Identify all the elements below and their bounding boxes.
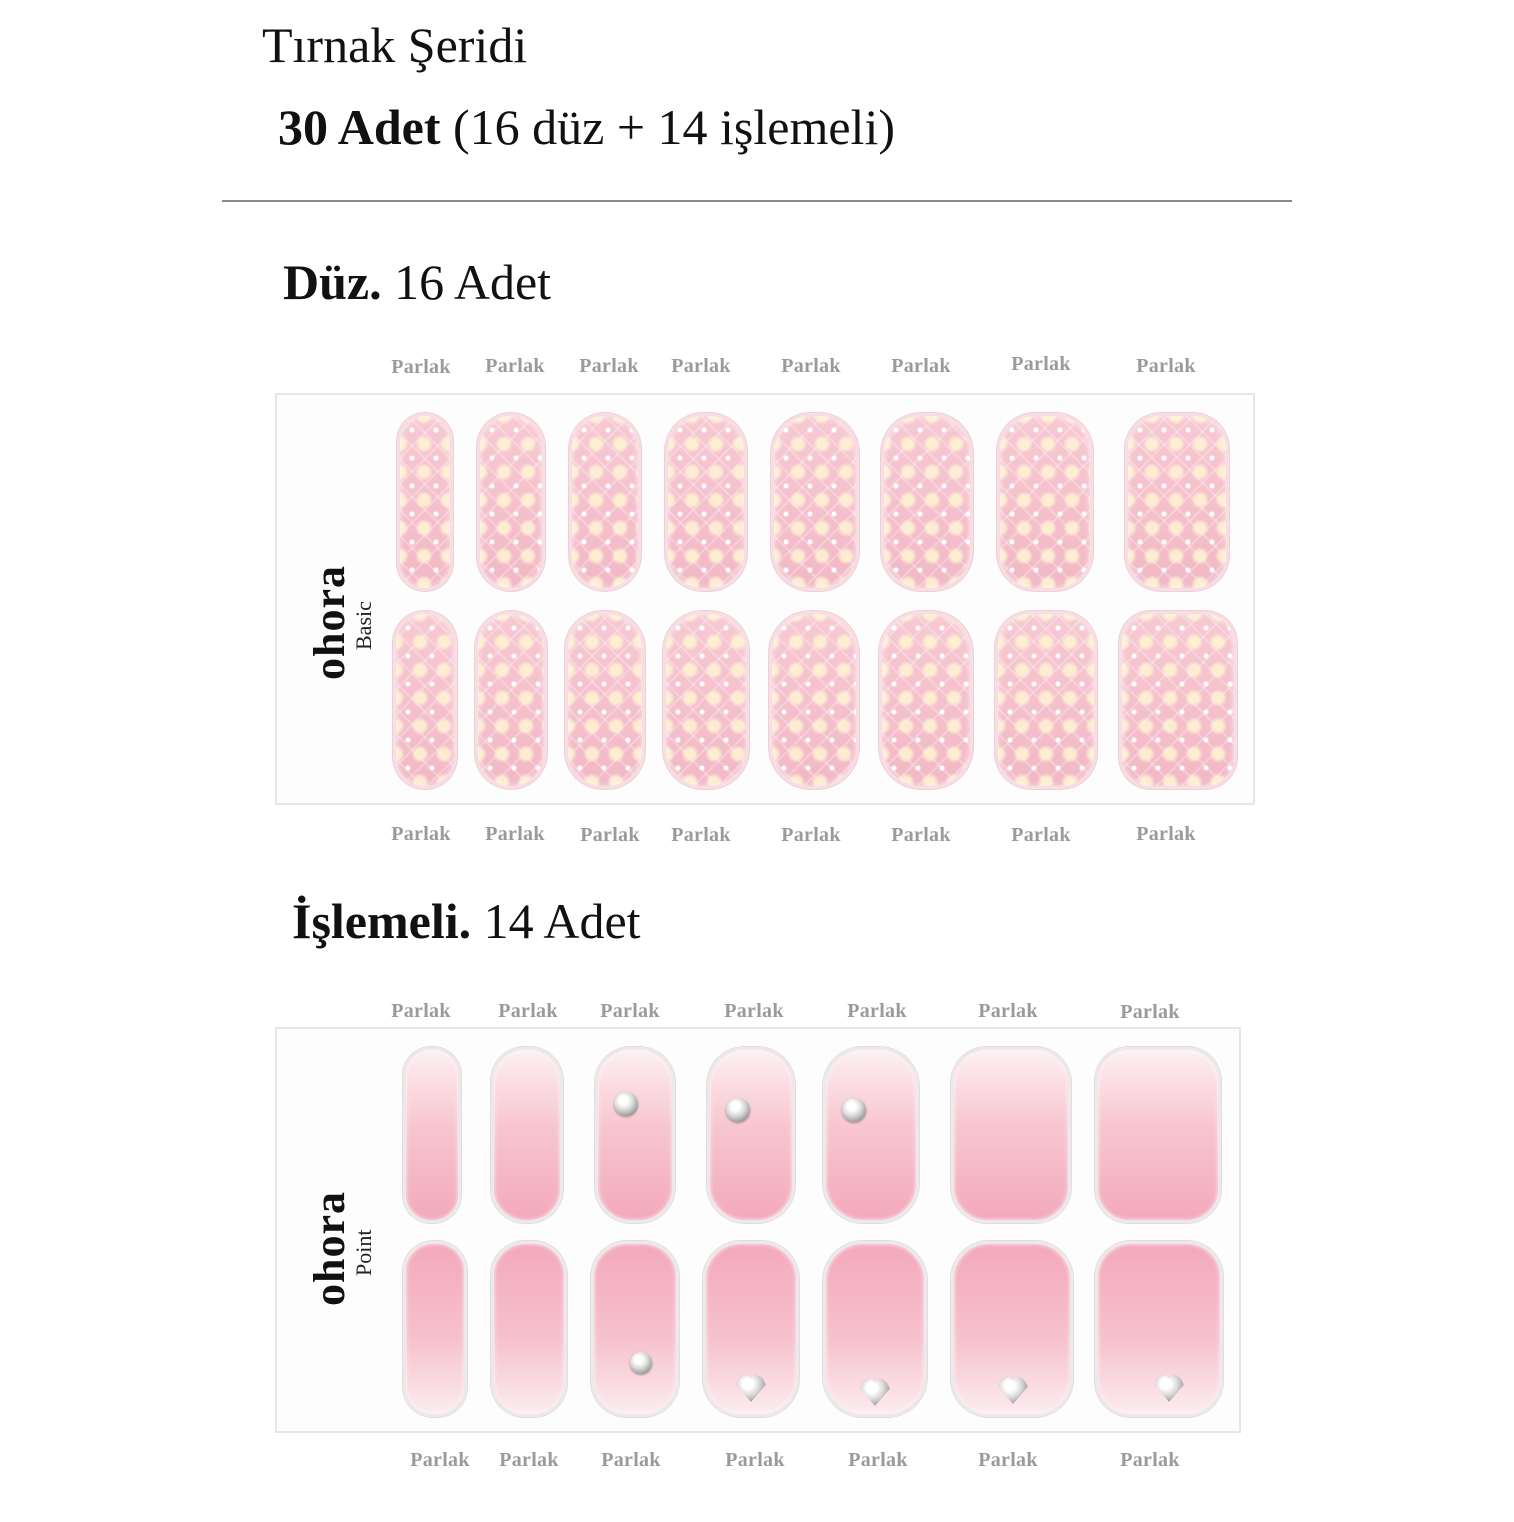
nail-strip[interactable] bbox=[475, 611, 547, 789]
piece-count-total: 30 Adet bbox=[278, 99, 441, 155]
basic-heading-label: Düz. bbox=[283, 254, 382, 310]
nail-strip[interactable] bbox=[881, 413, 973, 591]
basic-section-heading bbox=[283, 251, 551, 313]
finish-label: Parlak bbox=[499, 1449, 559, 1471]
finish-label: Parlak bbox=[1011, 353, 1071, 375]
nail-strip[interactable] bbox=[397, 413, 453, 591]
nail-strip[interactable] bbox=[565, 611, 645, 789]
finish-label: Parlak bbox=[391, 823, 451, 845]
finish-label: Parlak bbox=[391, 356, 451, 378]
finish-label: Parlak bbox=[671, 355, 731, 377]
nail-strip[interactable] bbox=[663, 611, 749, 789]
finish-label: Parlak bbox=[498, 1000, 558, 1022]
piece-count-detail: (16 düz + 14 işlemeli) bbox=[440, 99, 895, 155]
finish-label: Parlak bbox=[579, 355, 639, 377]
nail-strip[interactable] bbox=[879, 611, 973, 789]
finish-label: Parlak bbox=[724, 1000, 784, 1022]
nail-strip[interactable] bbox=[1125, 413, 1229, 591]
brand-mark bbox=[305, 530, 376, 680]
finish-label: Parlak bbox=[891, 824, 951, 846]
finish-label: Parlak bbox=[391, 1000, 451, 1022]
nail-strip[interactable] bbox=[665, 413, 747, 591]
nail-strip[interactable] bbox=[995, 611, 1097, 789]
crystal-gem-icon bbox=[842, 1098, 866, 1122]
finish-label: Parlak bbox=[781, 824, 841, 846]
nail-strip[interactable] bbox=[403, 1047, 461, 1223]
finish-label: Parlak bbox=[1120, 1449, 1180, 1471]
finish-label: Parlak bbox=[1120, 1001, 1180, 1023]
brand-name: ohora bbox=[305, 565, 354, 680]
nail-strip[interactable] bbox=[997, 413, 1093, 591]
nail-strip[interactable] bbox=[1095, 1047, 1221, 1223]
nail-strip[interactable] bbox=[491, 1047, 563, 1223]
heart-gem-icon bbox=[860, 1378, 890, 1406]
nail-strip-with-gem[interactable] bbox=[703, 1241, 799, 1417]
finish-label: Parlak bbox=[978, 1449, 1038, 1471]
point-heading-count: 14 Adet bbox=[471, 893, 641, 949]
divider bbox=[222, 200, 1292, 202]
finish-label: Parlak bbox=[1011, 824, 1071, 846]
nail-strip[interactable] bbox=[769, 611, 859, 789]
point-heading-label: İşlemeli. bbox=[292, 893, 472, 949]
finish-label: Parlak bbox=[848, 1449, 908, 1471]
brand-name: ohora bbox=[305, 1191, 354, 1306]
brand-line: Point bbox=[351, 1229, 376, 1276]
nail-strip-with-gem[interactable] bbox=[823, 1241, 927, 1417]
heart-gem-icon bbox=[736, 1374, 766, 1402]
finish-label: Parlak bbox=[485, 355, 545, 377]
nail-strip[interactable] bbox=[393, 611, 457, 789]
nail-strip-with-gem[interactable] bbox=[1095, 1241, 1223, 1417]
finish-label: Parlak bbox=[847, 1000, 907, 1022]
nail-strip[interactable] bbox=[1119, 611, 1237, 789]
piece-count bbox=[278, 96, 895, 158]
finish-label: Parlak bbox=[725, 1449, 785, 1471]
point-section-heading bbox=[292, 890, 641, 952]
brand-mark bbox=[305, 1156, 376, 1306]
heart-gem-icon bbox=[1154, 1374, 1184, 1402]
crystal-gem-icon bbox=[614, 1092, 638, 1116]
finish-label: Parlak bbox=[891, 355, 951, 377]
nail-strip[interactable] bbox=[477, 413, 545, 591]
nail-strip-with-gem[interactable] bbox=[707, 1047, 795, 1223]
finish-label: Parlak bbox=[781, 355, 841, 377]
nail-strip[interactable] bbox=[491, 1241, 567, 1417]
page-title: Tırnak Şeridi bbox=[262, 17, 528, 73]
nail-strip[interactable] bbox=[403, 1241, 467, 1417]
point-nail-sheet bbox=[275, 1027, 1241, 1433]
nail-strip[interactable] bbox=[569, 413, 641, 591]
basic-nail-sheet bbox=[275, 393, 1255, 805]
finish-label: Parlak bbox=[978, 1000, 1038, 1022]
crystal-gem-icon bbox=[630, 1352, 652, 1374]
nail-strip-with-gem[interactable] bbox=[823, 1047, 919, 1223]
nail-strip-with-gem[interactable] bbox=[951, 1241, 1073, 1417]
finish-label: Parlak bbox=[485, 823, 545, 845]
crystal-gem-icon bbox=[726, 1098, 750, 1122]
finish-label: Parlak bbox=[410, 1449, 470, 1471]
basic-heading-count: 16 Adet bbox=[381, 254, 552, 310]
nail-strip[interactable] bbox=[951, 1047, 1071, 1223]
finish-label: Parlak bbox=[600, 1000, 660, 1022]
finish-label: Parlak bbox=[1136, 355, 1196, 377]
finish-label: Parlak bbox=[671, 824, 731, 846]
nail-strip-with-gem[interactable] bbox=[591, 1241, 679, 1417]
finish-label: Parlak bbox=[580, 824, 640, 846]
nail-strip[interactable] bbox=[771, 413, 859, 591]
finish-label: Parlak bbox=[1136, 823, 1196, 845]
nail-strip-with-gem[interactable] bbox=[595, 1047, 675, 1223]
finish-label: Parlak bbox=[601, 1449, 661, 1471]
heart-gem-icon bbox=[998, 1376, 1028, 1404]
brand-line: Basic bbox=[351, 601, 376, 650]
